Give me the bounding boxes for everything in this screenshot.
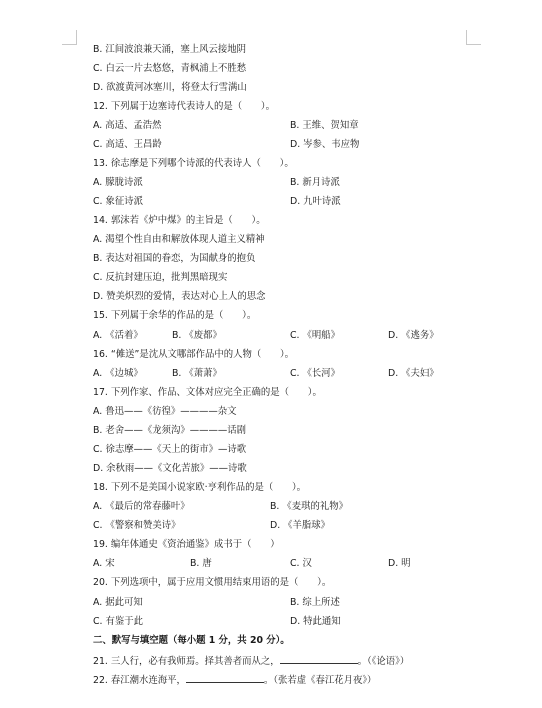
option-b: B. 综上所述 — [290, 597, 340, 608]
option-d: D. 余秋雨——《文化苦旅》——诗歌 — [93, 463, 247, 474]
option-b: B. 新月诗派 — [290, 177, 340, 188]
option-c: C. 有鉴于此 — [93, 616, 144, 627]
question-21-prefix: 21. 三人行，必有我师焉。择其善者而从之， — [93, 656, 280, 667]
option-d: D. 《逃务》 — [388, 330, 439, 341]
corner-mark-right — [466, 30, 481, 45]
question-22-prefix: 22. 春江潮水连海平， — [93, 675, 186, 686]
option-text: B. 江间波浪兼天涌，塞上风云接地阴 — [93, 44, 247, 55]
option-a: A. 渴望个性自由和解放体现人道主义精神 — [93, 234, 265, 245]
option-c: C. 《警察和赞美诗》 — [93, 520, 181, 531]
question-12: 12. 下列属于边塞诗代表诗人的是（ ）。 — [93, 101, 275, 112]
option-b: B. 表达对祖国的眷恋，为国献身的抱负 — [93, 253, 256, 264]
option-d: D. 九叶诗派 — [290, 196, 341, 207]
option-text: D. 欲渡黄河冰塞川，将登太行雪满山 — [93, 82, 247, 93]
question-18: 18. 下列不是美国小说家欧·亨利作品的是（ ）。 — [93, 482, 307, 493]
option-a: A. 宋 — [93, 558, 115, 569]
question-20: 20. 下列选项中，属于应用文惯用结束用语的是（ ）。 — [93, 577, 332, 588]
option-c: C. 高适、王昌龄 — [93, 139, 162, 150]
option-a: A. 《活着》 — [93, 330, 143, 341]
option-a: A. 高适、孟浩然 — [93, 120, 162, 131]
option-b: B. 《麦琪的礼物》 — [270, 501, 349, 512]
option-a: A. 《边城》 — [93, 368, 143, 379]
question-16: 16. “傩送”是沈从文哪部作品中的人物（ ）。 — [93, 349, 295, 360]
option-a: A. 据此可知 — [93, 597, 143, 608]
option-d: D. 明 — [388, 558, 411, 569]
answer-blank[interactable] — [280, 654, 358, 664]
question-13: 13. 徐志摩是下列哪个诗派的代表诗人（ ）。 — [93, 158, 294, 169]
option-c: C. 《长河》 — [290, 368, 341, 379]
question-22 — [93, 673, 376, 687]
question-21-suffix: 。（《论语》） — [357, 656, 410, 667]
question-17: 17. 下列作家、作品、文体对应完全正确的是（ ）。 — [93, 387, 322, 398]
answer-blank[interactable] — [186, 673, 264, 683]
option-a: A. 朦胧诗派 — [93, 177, 143, 188]
option-text: C. 白云一片去悠悠，青枫浦上不胜愁 — [93, 63, 247, 74]
option-b: B. 《萧萧》 — [172, 368, 222, 379]
corner-mark-left — [62, 30, 77, 45]
question-14: 14. 郭沫若《炉中煤》的主旨是（ ）。 — [93, 215, 266, 226]
option-d: D. 《羊脂球》 — [270, 520, 331, 531]
option-d: D. 《夫妇》 — [388, 368, 439, 379]
option-c: C. 汉 — [290, 558, 312, 569]
option-d: D. 赞美炽烈的爱情，表达对心上人的思念 — [93, 291, 266, 302]
option-c: C. 反抗封建压迫，批判黑暗现实 — [93, 272, 228, 283]
option-b: B. 王维、贺知章 — [290, 120, 359, 131]
option-b: B. 《废都》 — [172, 330, 222, 341]
question-15: 15. 下列属于余华的作品的是（ ）。 — [93, 310, 257, 321]
option-c: C. 象征诗派 — [93, 196, 144, 207]
question-21 — [93, 654, 409, 668]
option-b: B. 老舍——《龙须沟》————话剧 — [93, 425, 247, 436]
question-19: 19. 编年体通史《资治通鉴》成书于（ ） — [93, 539, 280, 550]
option-a: A. 鲁迅——《彷徨》————杂文 — [93, 406, 237, 417]
option-c: C. 徐志摩——《天上的街市》—诗歌 — [93, 444, 247, 455]
section-heading: 二、默写与填空题（每小题 1 分，共 20 分）。 — [93, 635, 290, 646]
option-b: B. 唐 — [190, 558, 212, 569]
option-c: C. 《明船》 — [290, 330, 341, 341]
question-22-suffix: 。（张若虚《春江花月夜》） — [263, 675, 377, 686]
option-d: D. 岑参、韦应物 — [290, 139, 360, 150]
option-a: A. 《最后的常春藤叶》 — [93, 501, 190, 512]
option-d: D. 特此通知 — [290, 616, 341, 627]
